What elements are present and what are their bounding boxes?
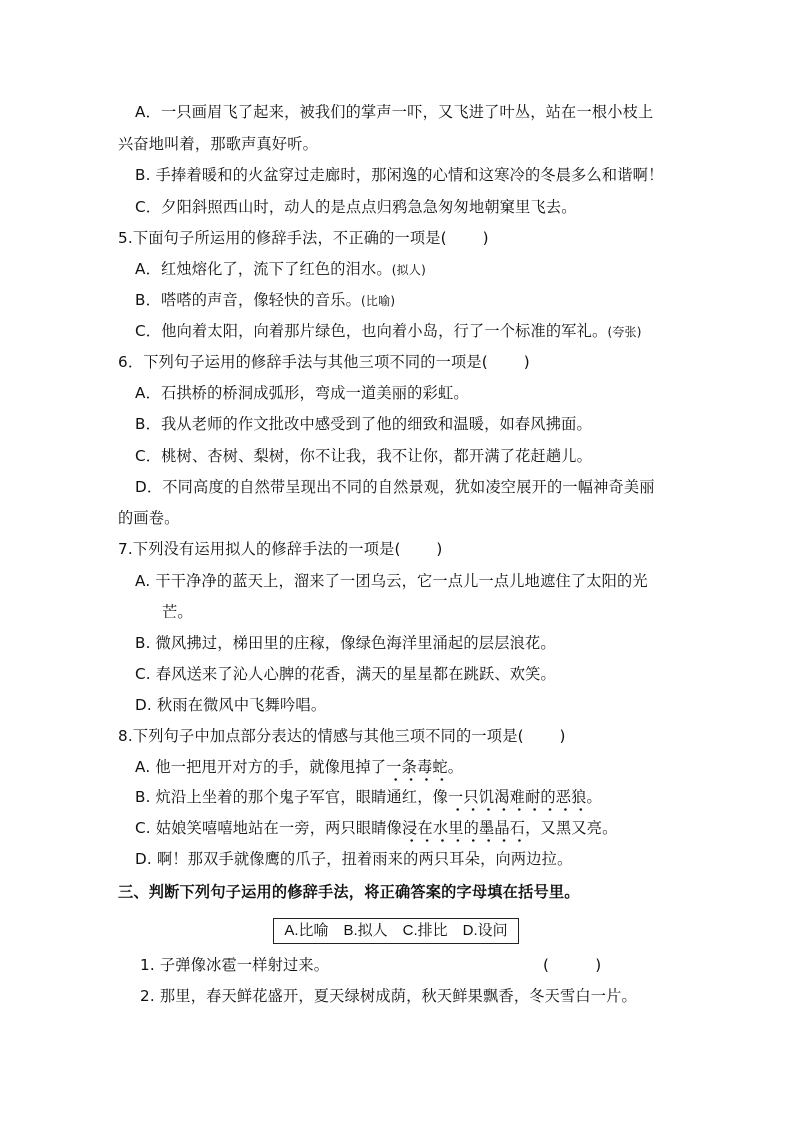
q7-option-a-line1: A. 干干净净的蓝天上，溜来了一团乌云，它一点儿一点儿地遮住了太阳的光 [135,572,648,590]
q6-option-d-line1: D．不同高度的自然带呈现出不同的自然景观，犹如凌空展开的一幅神奇美丽 [135,478,655,496]
q7-option-d: D. 秋雨在微风中飞舞吟唱。 [135,696,327,714]
q7-option-a-line2: 芒。 [162,603,193,621]
q8-stem: 8.下列句子中加点部分表达的情感与其他三项不同的一项是( ) [118,727,566,745]
q6-option-c: C．桃树、杏树、梨树，你不让我，我不让你，都开满了花赶趟儿。 [135,447,593,465]
q8-option-b-post: 。 [586,788,602,806]
section3-item1: 1. 子弹像冰雹一样射过来。 [140,956,330,974]
q4-option-b: B. 手捧着暖和的火盆穿过走廊时，那闲逸的心情和这寒冷的冬晨多么和谐啊！ [135,166,664,184]
q6-option-a: A．石拱桥的桥洞成弧形，弯成一道美丽的彩虹。 [135,384,469,402]
q8-option-a-pre: A. 他一把甩开对方的手，就像甩掉了 [135,758,387,776]
q8-option-d: D. 啊！那双手就像鹰的爪子，扭着雨来的两只耳朵，向两边拉。 [135,850,573,868]
q5-option-b-text: B．嗒嗒的声音，像轻快的音乐。 [135,291,362,309]
q5-option-b [135,290,395,311]
section3-options-box: A.比喻 B.拟人 C.排比 D.设问 [273,918,519,944]
q5-stem: 5.下面句子所运用的修辞手法，不正确的一项是( ) [118,229,489,247]
section3-item2: 2. 那里，春天鲜花盛开，夏天绿树成荫，秋天鲜果飘香，冬天雪白一片。 [140,987,637,1005]
q5-option-b-note: (比喻) [361,294,396,308]
q8-option-c-post: ，又黑又亮。 [525,819,618,837]
q5-option-a-note: (拟人) [391,263,426,277]
q6-option-d-line2: 的画卷。 [118,509,180,527]
q7-option-b: B. 微风拂过，梯田里的庄稼，像绿色海洋里涌起的层层浪花。 [135,634,556,652]
q5-option-c [135,321,642,342]
q4-option-c: C．夕阳斜照西山时，动人的是点点归鸦急急匆匆地朝窠里飞去。 [135,198,577,216]
q5-option-a [135,259,426,280]
q5-option-c-note: (夸张) [607,325,642,339]
q6-option-b: B．我从老师的作文批改中感受到了他的细致和温暖，如春风拂面。 [135,415,592,433]
q8-option-c [135,818,618,838]
q8-option-a [135,757,463,777]
q8-option-c-dotted: 浸在水里的墨晶石 [402,819,526,837]
q8-option-b [135,787,602,807]
q8-option-a-dotted: 一条毒蛇 [386,758,448,776]
section3-item1-blank[interactable]: ( ) [543,956,602,974]
q8-option-b-pre: B. 炕沿上坐着的那个鬼子军官，眼睛通红，像 [135,788,449,806]
q4-option-a-line2: 兴奋地叫着，那歌声真好听。 [118,135,319,153]
q8-option-c-pre: C. 姑娘笑嘻嘻地站在一旁，两只眼睛像 [135,819,403,837]
q5-option-a-text: A．红烛熔化了，流下了红色的泪水。 [135,260,392,278]
q4-option-a-line1: A．一只画眉飞了起来，被我们的掌声一吓，又飞进了叶丛，站在一根小枝上 [135,103,654,121]
q7-option-c: C. 春风送来了沁人心脾的花香，满天的星星都在跳跃、欢笑。 [135,665,556,683]
q7-stem: 7.下列没有运用拟人的修辞手法的一项是( ) [118,540,443,558]
section3-heading: 三、判断下列句子运用的修辞手法，将正确答案的字母填在括号里。 [118,883,580,901]
q5-option-c-text: C．他向着太阳，向着那片绿色，也向着小岛，行了一个标准的军礼。 [135,322,608,340]
q6-stem: 6．下列句子运用的修辞手法与其他三项不同的一项是( ) [118,353,530,371]
q8-option-a-post: 。 [447,758,464,776]
q8-option-b-dotted: 一只饥渴难耐的恶狼 [448,788,587,806]
